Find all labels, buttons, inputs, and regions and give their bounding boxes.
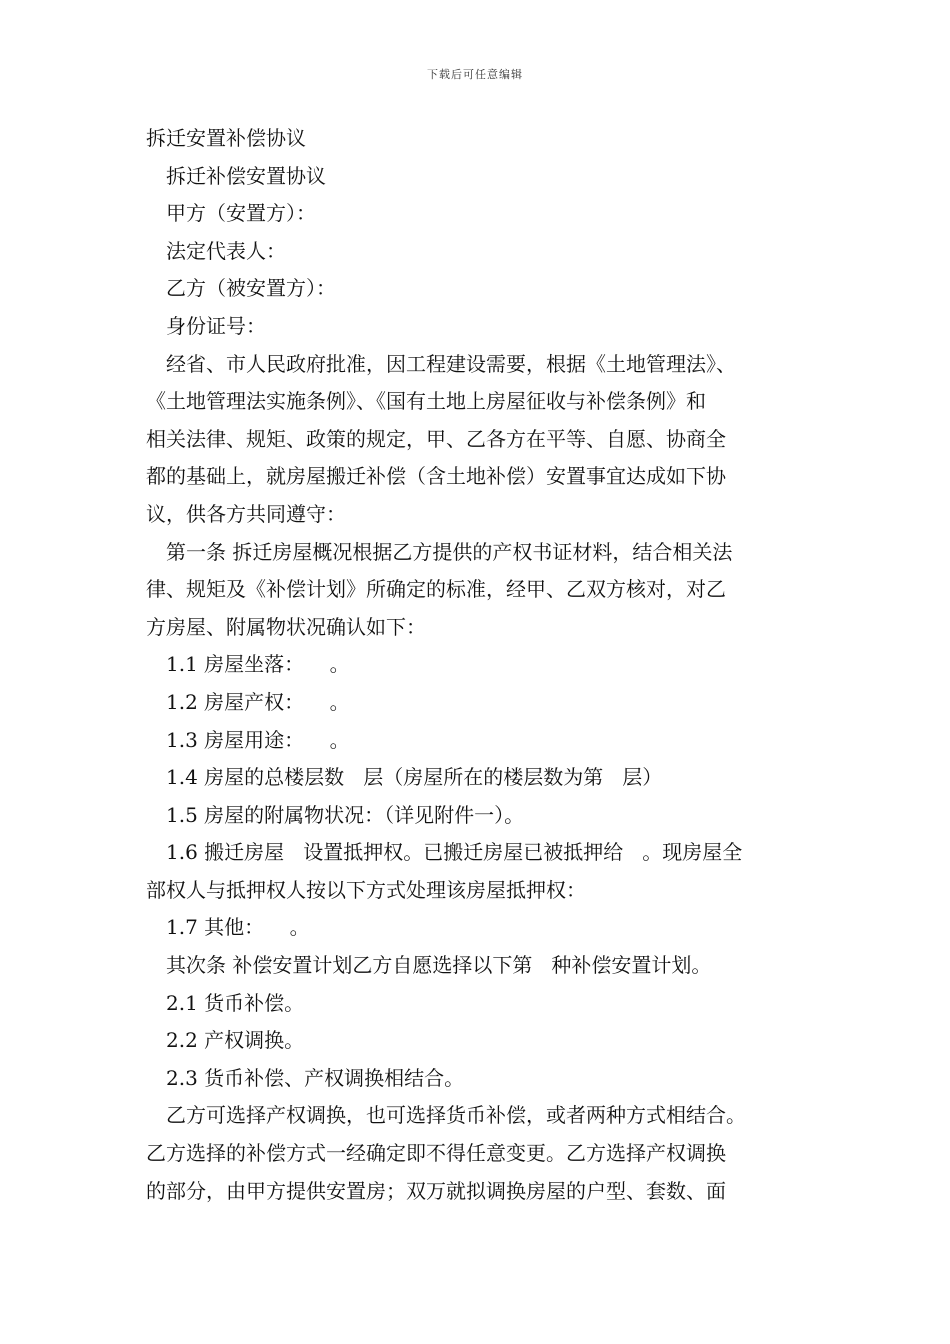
document-title: 拆迁安置补偿协议 <box>146 126 306 150</box>
clause-2-1: 2.1 货币补偿。 <box>166 990 305 1015</box>
clause-1-7: 1.7 其他： 。 <box>166 915 310 940</box>
preamble-line: 《土地管理法实施条例》、《国有土地上房屋征收与补偿条例》和 <box>146 389 706 414</box>
clause-1-3: 1.3 房屋用途： 。 <box>166 727 350 752</box>
compensation-paragraph-line: 乙方选择的补偿方式一经确定即不得任意变更。乙方选择产权调换 <box>146 1141 726 1166</box>
article-2-line: 其次条 补偿安置计划乙方自愿选择以下第 种补偿安置计划。 <box>166 953 712 978</box>
document-body <box>146 120 826 1210</box>
clause-1-6: 1.6 搬迁房屋 设置抵押权。已搬迁房屋已被抵押给 。现房屋全 <box>166 840 743 865</box>
legal-representative-line: 法定代表人： <box>166 238 286 263</box>
clause-2-3: 2.3 货币补偿、产权调换相结合。 <box>166 1065 465 1090</box>
compensation-paragraph-line: 乙方可选择产权调换，也可选择货币补偿，或者两种方式相结合。 <box>166 1103 746 1128</box>
article-1-line: 方房屋、附属物状况确认如下： <box>146 614 426 639</box>
agreement-subtitle: 拆迁补偿安置协议 <box>166 163 326 188</box>
preamble-line: 议，供各方共同遵守： <box>146 501 346 526</box>
party-a-line: 甲方（安置方）： <box>166 201 316 226</box>
id-number-line: 身份证号： <box>166 313 266 338</box>
clause-1-4: 1.4 房屋的总楼层数 层（房屋所在的楼层数为第 层） <box>166 765 663 790</box>
preamble-line: 相关法律、规矩、政策的规定，甲、乙各方在平等、自愿、协商全 <box>146 426 726 451</box>
preamble-line: 经省、市人民政府批准，因工程建设需要，根据《土地管理法》、 <box>166 351 736 376</box>
page-header: 下载后可任意编辑 <box>427 68 523 81</box>
party-b-line: 乙方（被安置方）： <box>166 276 336 301</box>
clause-1-1: 1.1 房屋坐落： 。 <box>166 652 350 677</box>
clause-2-2: 2.2 产权调换。 <box>166 1028 305 1053</box>
article-1-line: 第一条 拆迁房屋概况根据乙方提供的产权书证材料，结合相关法 <box>166 539 733 564</box>
article-1-line: 律、规矩及《补偿计划》所确定的标准，经甲、乙双方核对，对乙 <box>146 577 726 602</box>
compensation-paragraph-line: 的部分，由甲方提供安置房；双万就拟调换房屋的户型、套数、面 <box>146 1178 726 1203</box>
clause-1-6-continued: 部权人与抵押权人按以下方式处理该房屋抵押权： <box>146 877 586 902</box>
clause-1-2: 1.2 房屋产权： 。 <box>166 689 350 714</box>
clause-1-5: 1.5 房屋的附属物状况：（详见附件一）。 <box>166 802 525 827</box>
preamble-line: 都的基础上，就房屋搬迁补偿（含土地补偿）安置事宜达成如下协 <box>146 464 726 489</box>
